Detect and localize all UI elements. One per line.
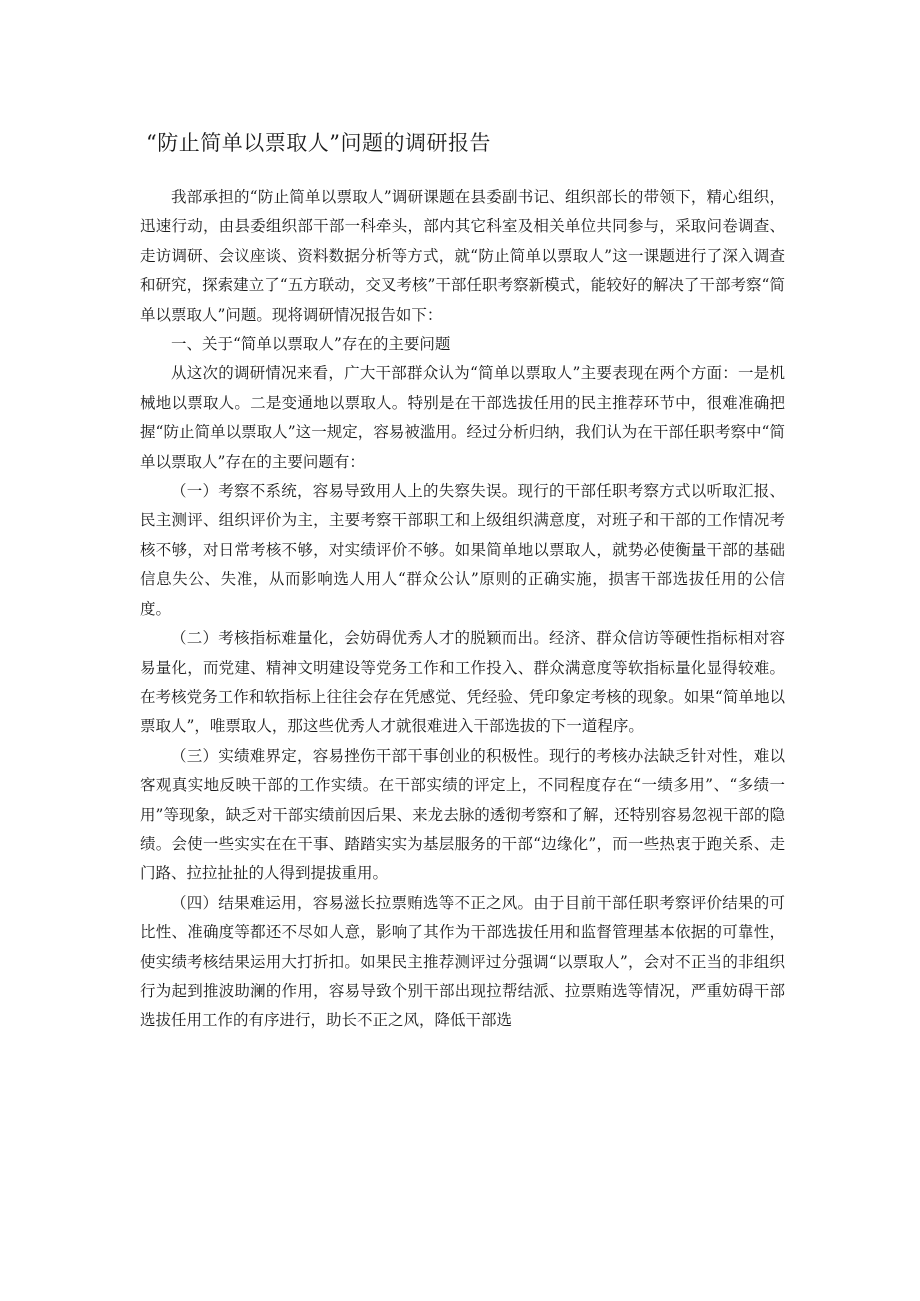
paragraph-issue-3: （三）实绩难界定，容易挫伤干部干事创业的积极性。现行的考核办法缺乏针对性，难以客观真实地反映干部的工作实绩。在干部实绩的评定上，不同程度存在“一绩多用”、“多绩一用”等现象，缺乏对干部实绩前因后果、来龙去脉的透彻考察和了解，还特别容易忽视干部的隐绩。会使一些实实在在干事、踏踏实实为基层服务的干部“边缘化”，而一些热衷于跑关系、走门路、拉拉扯扯的人得到提拔重用。: [140, 746, 785, 883]
paragraph-intro: 我部承担的“防止简单以票取人”调研课题在县委副书记、组织部长的带领下，精心组织，迅速行动，由县委组织部干部一科牵头，部内其它科室及相关单位共同参与，采取问卷调查、走访调研、会议座谈、资料数据分析等方式，就“防止简单以票取人”这一课题进行了深入调查和研究，探索建立了“五方联动，交叉考核”干部任职考察新模式，能较好的解决了干部考察“简单以票取人”问题。现将调研情况报告如下：: [140, 188, 785, 324]
document-body: [140, 183, 785, 1036]
paragraph-issue-2: （二）考核指标难量化，会妨碍优秀人才的脱颖而出。经济、群众信访等硬性指标相对容易量化，而党建、精神文明建设等党务工作和工作投入、群众满意度等软指标量化显得较难。在考核党务工作和软指标上往往会存在凭感觉、凭经验、凭印象定考核的现象。如果“简单地以票取人”，唯票取人，那这些优秀人才就很难进入干部选拔的下一道程序。: [140, 629, 785, 736]
document-title: “防止简单以票取人”问题的调研报告: [146, 131, 491, 155]
section-heading-1: 一、关于“简单以票取人”存在的主要问题: [171, 335, 451, 354]
paragraph-issue-4: （四）结果难运用，容易滋长拉票贿选等不正之风。由于目前干部任职考察评价结果的可比性、准确度等都还不尽如人意，影响了其作为干部选拔任用和监督管理基本依据的可靠性，使实绩考核结果运用大打折扣。如果民主推荐测评过分强调“以票取人”，会对不正当的非组织行为起到推波助澜的作用，容易导致个别干部出现拉帮结派、拉票贿选等情况，严重妨碍干部选拔任用工作的有序进行，助长不正之风，降低干部选: [140, 893, 785, 1030]
paragraph-issue-1: （一）考察不系统，容易导致用人上的失察失误。现行的干部任职考察方式以听取汇报、民主测评、组织评价为主，主要考察干部职工和上级组织满意度，对班子和干部的工作情况考核不够，对日常考核不够，对实绩评价不够。如果简单地以票取人，就势必使衡量干部的基础信息失公、失准，从而影响选人用人“群众公认”原则的正确实施，损害干部选拔任用的公信度。: [140, 482, 785, 618]
paragraph-overview: 从这次的调研情况来看，广大干部群众认为“简单以票取人”主要表现在两个方面：一是机械地以票取人。二是变通地以票取人。特别是在干部选拔任用的民主推荐环节中，很难准确把握“防止简单以票取人”这一规定，容易被滥用。经过分析归纳，我们认为在干部任职考察中“简单以票取人”存在的主要问题有：: [140, 364, 785, 471]
